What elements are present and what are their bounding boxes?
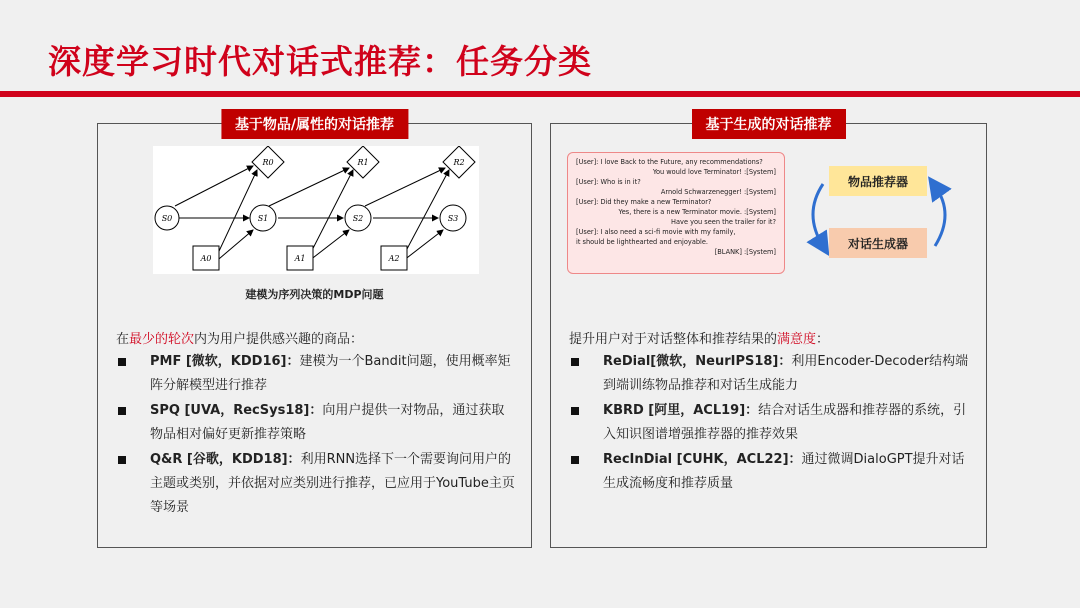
left-panel: [97, 117, 532, 548]
left-intro: 在最少的轮次内为用户提供感兴趣的商品：: [116, 332, 364, 347]
dialog-line: You would love Terminator! :[System]: [652, 168, 776, 176]
bullet-icon: [118, 358, 126, 366]
label-a2: A2: [388, 254, 400, 263]
dialog-line: Yes, there is a new Terminator movie. :[System]: [618, 208, 776, 216]
arrow-right-icon: [935, 186, 945, 246]
mdp-caption: 建模为序列决策的MDP问题: [245, 288, 384, 301]
title-rule: [0, 91, 1080, 97]
label-a1: A1: [294, 254, 306, 263]
left-item-list: [116, 350, 516, 521]
bullet-icon: [118, 456, 126, 464]
dialog-line: [User]: Did they make a new Terminator?: [576, 198, 712, 206]
label-r2: R2: [453, 158, 465, 167]
arrow-left-icon: [813, 184, 823, 246]
dialog-line: [User]: I also need a sci-fi movie with my family,: [576, 228, 736, 236]
slide-title: 深度学习时代对话式推荐：任务分类: [48, 42, 592, 81]
label-s3: S3: [447, 214, 459, 223]
list-item: Q&R [谷歌，KDD18]：利用RNN选择下一个需要询问用户的主题或类别，并依据对应类别进行推荐，已应用于YouTube主页等场景: [116, 448, 516, 520]
list-item: RecInDial [CUHK，ACL22]：通过微调DialoGPT提升对话生成流畅度和推荐质量: [569, 448, 969, 496]
bullet-icon: [571, 456, 579, 464]
right-intro: 提升用户对于对话整体和推荐结果的满意度：: [569, 332, 830, 347]
right-intro-highlight: 满意度: [777, 332, 817, 347]
bullet-icon: [571, 407, 579, 415]
right-panel-tag: 基于生成的对话推荐: [692, 109, 846, 139]
list-item: KBRD [阿里，ACL19]：结合对话生成器和推荐器的系统，引入知识图谱增强推荐器的推荐效果: [569, 399, 969, 447]
dialog-line: [BLANK] :[System]: [714, 248, 776, 256]
label-r0: R0: [262, 158, 274, 167]
left-intro-highlight: 最少的轮次: [129, 332, 195, 347]
item-recommender-box: 物品推荐器: [829, 166, 927, 196]
list-item: SPQ [UVA，RecSys18]：向用户提供一对物品，通过获取物品相对偏好更新推荐策略: [116, 399, 516, 447]
bullet-icon: [571, 358, 579, 366]
right-item-list: [569, 350, 969, 497]
bullet-icon: [118, 407, 126, 415]
label-r1: R1: [357, 158, 369, 167]
dialog-generator-box: 对话生成器: [829, 228, 927, 258]
mdp-diagram: [153, 146, 479, 274]
dialog-example: [567, 152, 785, 274]
left-panel-tag: 基于物品/属性的对话推荐: [221, 109, 408, 139]
label-s0: S0: [161, 214, 173, 223]
label-a0: A0: [200, 254, 212, 263]
list-item: PMF [微软，KDD16]：建模为一个Bandit问题，使用概率矩阵分解模型进行推荐: [116, 350, 516, 398]
edge-s0-r0: [175, 166, 253, 206]
label-s2: S2: [352, 214, 364, 223]
right-panel: [550, 117, 987, 548]
dialog-line: Arnold Schwarzenegger! :[System]: [660, 188, 776, 196]
dialog-line: Have you seen the trailer for it?: [671, 218, 776, 226]
dialog-line: it should be lighthearted and enjoyable.: [576, 238, 709, 246]
list-item: ReDial[微软，NeurIPS18]：利用Encoder-Decoder结构端到端训练物品推荐和对话生成能力: [569, 350, 969, 398]
dialog-line: [User]: I love Back to the Future, any recommendations?: [576, 158, 763, 166]
dialog-line: [User]: Who is in it?: [576, 178, 641, 186]
label-s1: S1: [257, 214, 269, 223]
